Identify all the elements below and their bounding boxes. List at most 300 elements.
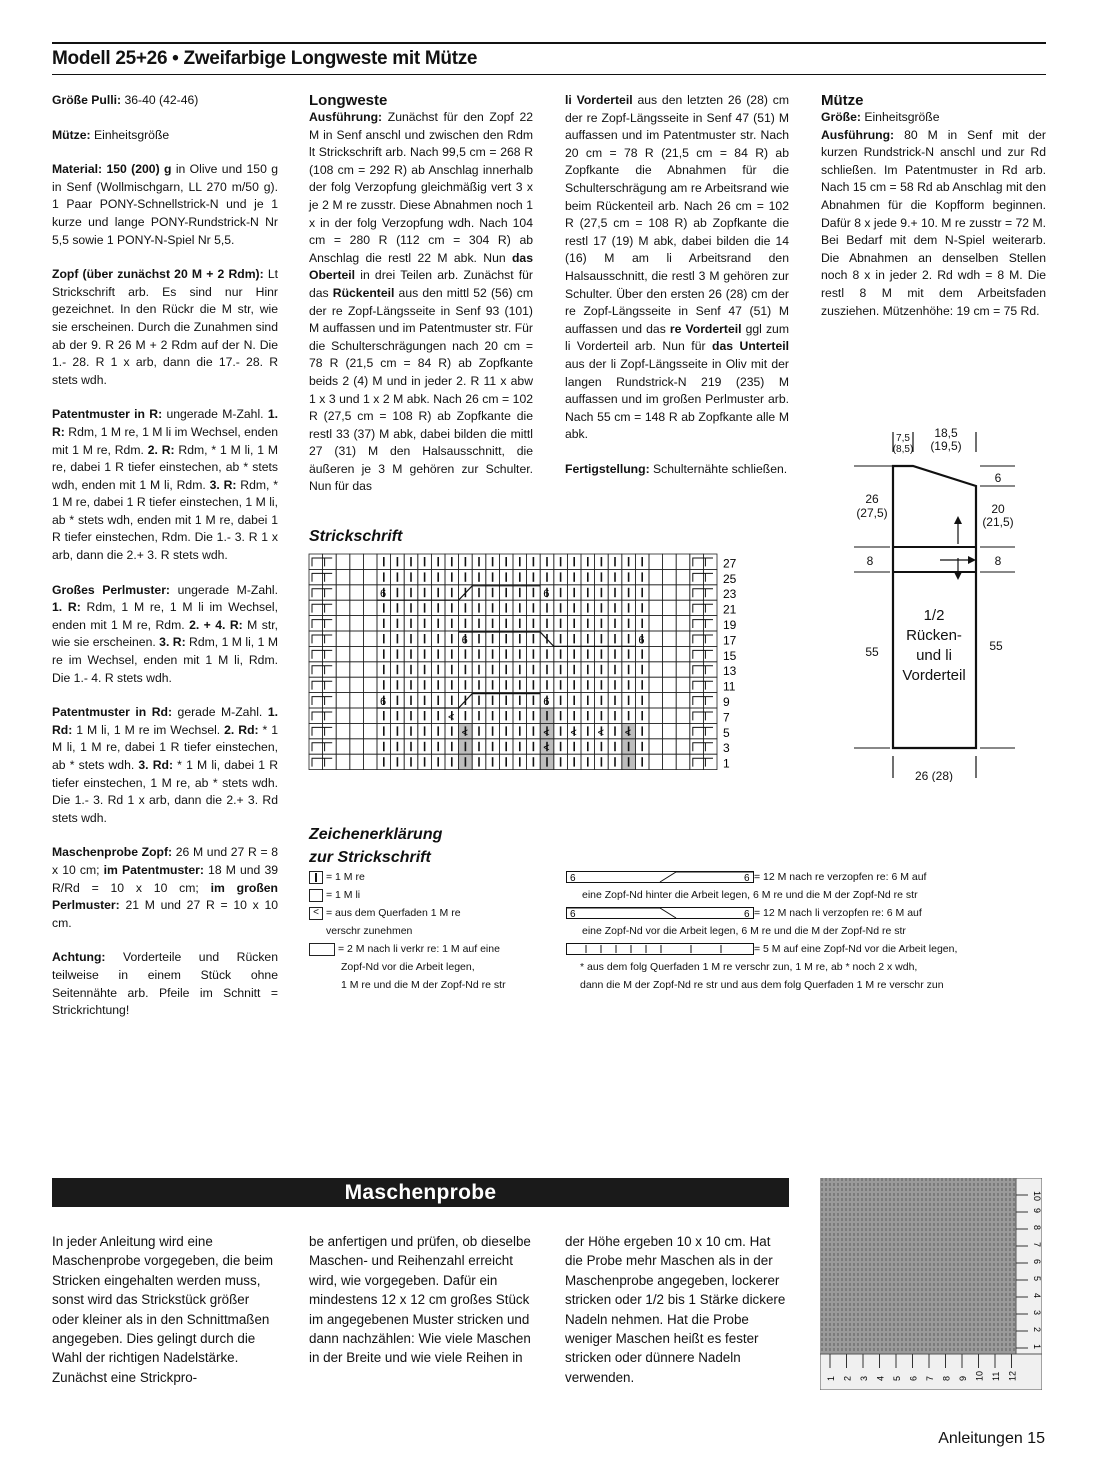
increase-mark: < [461,726,469,739]
chart-cell [663,723,677,738]
chart-cell [336,723,350,738]
chart-cell [350,693,364,708]
chart-cell [690,708,704,723]
ruler-number: 2 [1032,1327,1042,1333]
chart-cell [350,662,364,677]
back-part-label: Rückenteil [332,285,395,300]
edge-cross-mark [312,558,332,566]
column-2 [309,92,533,513]
cable-left-symbol [566,907,754,919]
edge-cross-mark [312,620,332,628]
knitting-chart [308,553,768,775]
chart-cell [663,554,677,569]
patent-rows-paragraph [52,406,278,564]
chart-cell [350,646,364,661]
chart-cell [676,631,690,646]
chart-cell [350,677,364,692]
edge-cross-mark [312,743,332,751]
legend-cable-left [566,904,1036,922]
edge-cross-mark [693,727,713,735]
round-label: 2. Rd: [224,722,259,737]
dim-top-right-sub: (19,5) [930,439,962,453]
hat-size-label: Größe: [821,110,861,124]
dim-bottom: 26 (28) [914,769,954,782]
ruler-number: 7 [1032,1242,1042,1248]
chart-cell [649,693,663,708]
column-1 [52,92,278,1037]
chart-cell [663,739,677,754]
dim-right-20-sub: (21,5) [982,515,1014,529]
row-label: 1. R: [52,407,278,439]
note-paragraph [52,949,278,1019]
dim-left-26: 26 [865,492,879,506]
dim-right-8: 8 [994,554,1002,568]
round-label: 3. Rd: [138,758,174,772]
knit-stitch-symbol [309,871,323,884]
increase-mark: < [543,726,550,739]
edge-cross-mark [312,697,332,705]
chart-cell [663,646,677,661]
chart-cell [690,646,704,661]
edge-cross-mark [312,604,332,612]
chart-cell [663,616,677,631]
seed-label: Großes Perlmuster: [52,582,170,597]
chart-cell [363,723,377,738]
ruler-number: 2 [842,1375,853,1381]
ruler-number: 10 [974,1370,985,1381]
row-number: 3 [723,741,730,756]
dim-right-55: 55 [989,639,1003,653]
chart-cell [309,708,323,723]
chart-cell [690,693,704,708]
cable-count: 6 [638,634,645,647]
right-front-label: re Vorderteil [669,321,742,336]
legend-text: dann die M der Zopf-Nd re str und aus dem folg Querfaden 1 M re verschr zun [580,979,944,991]
chart-cell [690,569,704,584]
seed-text: ungerade M-Zahl. [170,582,278,597]
gauge-label: im großen Perlmuster: [52,880,278,913]
cable-count: 6 [543,696,550,708]
row-number: 17 [723,633,737,648]
row-number: 11 [723,679,736,694]
piece-label-2: Rücken- [906,627,962,644]
legend-text: = 1 M li [326,889,361,901]
legend-text: 1 M re und die M der Zopf-Nd re str [341,979,506,991]
chart-cell [363,646,377,661]
ruler-number: 9 [958,1375,968,1381]
ruler-number: 8 [941,1375,952,1381]
cable-count: 6 [380,696,387,708]
chart-cell [649,677,663,692]
cable-count: 6 [744,873,750,884]
gauge-text: 18 M und 39 R/Rd = 10 x 10 cm; [52,862,278,895]
ruler-number: 7 [925,1375,935,1381]
dim-top-right: 18,5 [934,426,958,440]
vest-text: aus den mittl 52 (56) cm der re Zopf-Längsseite in Senf 93 (101) M auffassen und im Patentmuster str. Für die Schulterschrägungen nach 20 cm = 78 R (21,5 cm = 84 R) ab Zopfkante beids 2 (4) M und in jeder 2. R 11 x abw 1 x 3 und 1 x 2 M abk. Nach 26 cm = 102 R (27,5 cm = 108 R) ab Zopfkante die restl 33 (37) M abk, dabei bilden die mittl 27 (31) M den Halsausschnitt, die äußeren je 3 M gehören zur Schulter. Nun für das [309,285,533,494]
upper-part-label: das Oberteil [309,250,533,283]
chart-cell [336,569,350,584]
chart-cell [649,554,663,569]
chart-cell [663,585,677,600]
legend-purl [309,886,559,904]
cable-count: 6 [570,909,576,920]
row-label: 2. + 4. R: [189,617,243,632]
round-label: 1. Rd: [52,705,278,737]
gauge-label: im Patentmuster: [103,862,204,877]
increase-symbol: < [309,907,323,920]
chart-cell [336,646,350,661]
legend-text: Zopf-Nd vor die Arbeit legen, [341,961,475,973]
patent-rounds-paragraph [52,704,278,827]
size-line [52,92,278,110]
row-label: 2. R: [147,442,175,457]
round-text: * 1 M li, dabei 1 R tiefer einstechen, 1 M re, ab * stets wdh. Die 1.- 3. Rd 1 x arb, dann die 2.+ 3. Rd stets wdh. [52,758,278,825]
legend-right [566,868,1036,994]
chart-cell [649,708,663,723]
chart-cell [350,616,364,631]
row-text: Rdm, * 1 M re, dabei 1 R tiefer einstechen, 1 M li, ab * stets wdh, enden mit 1 M re, dabei 1 R tiefer einstechen, Rdm. Die 1.- 3. R 1 x arb, dann die 2.+ 3. R stets wdh. [52,477,279,563]
chart-cell [663,693,677,708]
hat-size-line [52,127,278,145]
patent-rounds-text: gerade M-Zahl. [172,705,268,720]
finishing-label: Fertigstellung: [565,461,650,476]
note-label: Achtung: [52,950,106,965]
material-paragraph [52,161,278,249]
ruler-number: 3 [1032,1310,1042,1316]
left-front-label: li Vorderteil [565,93,633,107]
dim-right-20: 20 [991,502,1005,516]
ruler-number: 4 [1032,1293,1042,1299]
ruler-number: 1 [826,1375,836,1381]
dim-top-left-sub: (8,5) [892,444,914,455]
row-number: 19 [723,618,737,632]
round-text: 1 M li, 1 M re im Wechsel. [72,722,225,737]
chart-cell [363,662,377,677]
legend-text: eine Zopf-Nd vor die Arbeit legen, 6 M re und die M der Zopf-Nd re str [582,925,906,937]
hat-text: 80 M in Senf mit der kurzen Rundstrick-N anschl und zur Rd schließen. Im Patentmuster in Rd arb. Nach 15 cm = 58 Rd ab Anschlag mit den Abnahmen für die Kopfform beginnen. Dafür 8 x jede 9.+ 10. M re zusstr = 72 M. Bei Bedarf mit dem N-Spiel weiterarb. Die Abnahmen an denselben Stellen noch 8 x in jeder 2. Rd wdh = 8 M. Die restl 8 M mit dem Arbeitsfaden zusziehen. Mützenhöhe: 19 cm = 75 Rd. [821,127,1046,318]
row-label: 1. R: [52,600,81,615]
row-number: 7 [723,710,730,725]
round-text: * 1 M li, 1 M re, dabei 1 R tiefer einstechen, ab * stets wdh. [52,722,279,772]
chart-cell [350,554,364,569]
patent-rows-text: ungerade M-Zahl. [162,407,268,422]
legend-text: * aus dem folg Querfaden 1 M re verschr zun, 1 M re, ab * noch 2 x wdh, [580,961,918,973]
row-text: Rdm, 1 M re, 1 M li im Wechsel, enden mit 1 M re, Rdm. [52,600,278,632]
cable-text: Lt Strickschrift arb. Es sind nur Hinr gezeichnet. In den Rückr die M str, wie sie erscheinen. Durch die Zunahmen sind ab der 9. R 26 M + 2 Rdm auf der N. Die 1.- 28. R 1 x arb, dann die 17.- 28. R stets wdh. [52,267,278,387]
chart-cell [336,739,350,754]
edge-cross-mark [693,558,713,566]
note-text: Vorderteile und Rücken teilweise in einem Stück ohne Seitennähte arb. Pfeile im Schnitt = Strickrichtung! [52,950,278,1018]
edge-cross-mark [312,573,332,581]
row-text: Rdm, 1 M li, 1 M re im Wechsel, enden mit 1 M li, Rdm. Die 1.- 4. R stets wdh. [52,635,278,685]
edge-cross-mark [312,666,332,674]
edge-cross-mark [693,681,713,689]
chart-cell [336,600,350,615]
chart-cell [350,585,364,600]
edge-cross-mark [693,620,713,628]
edge-cross-mark [312,712,332,720]
chart-cell [676,569,690,584]
chart-cell [363,554,377,569]
gauge-label: Maschenprobe Zopf: [52,845,173,860]
row-text: Rdm, 1 M re, 1 M li im Wechsel, enden mit 1 M re, Rdm. [52,424,279,457]
seed-paragraph [52,582,278,688]
increase-mark: < [570,726,577,739]
chart-cell [309,739,323,754]
chart-cell [690,662,704,677]
legend-text: = 12 M nach li verzopfen re: 6 M auf [754,907,922,919]
row-number: 1 [723,756,730,771]
dim-left-55: 55 [865,645,879,659]
row-number: 23 [723,587,737,602]
chart-cell [663,708,677,723]
chart-cell [690,754,704,769]
chart-cell [363,631,377,646]
hat-heading: Mütze [821,92,864,109]
lower-part-label: das Unterteil [712,339,789,354]
edge-cross-mark [693,635,713,643]
chart-cell [309,693,323,708]
chart-cell [363,585,377,600]
chart-cell [649,754,663,769]
chart-cell [336,554,350,569]
chart-cell [336,708,350,723]
chart-cell [363,677,377,692]
ruler-number: 8 [1032,1225,1042,1231]
execution-label: Ausführung: [309,110,383,124]
patent-rounds-label: Patentmuster in Rd: [52,705,173,720]
chart-cell [336,693,350,708]
chart-cell [350,569,364,584]
chart-cell [336,754,350,769]
chart-cell [649,723,663,738]
ruler-number: 6 [908,1375,919,1381]
chart-cell [676,677,690,692]
five-stitch-symbol [566,943,754,955]
legend-five-stitch [566,940,1036,958]
increase-mark: < [597,726,605,739]
chart-cell [690,600,704,615]
edge-cross-mark [693,666,713,674]
chart-title: Strickschrift [309,528,403,545]
chart-cell [363,693,377,708]
cable-count: 6 [461,634,468,647]
chart-cell [690,677,704,692]
column-3 [565,92,789,495]
row-number: 13 [723,664,737,679]
chart-cell [309,585,323,600]
row-text: M str, wie sie erscheinen. [52,617,278,650]
chart-cell [663,662,677,677]
chart-cell [676,554,690,569]
chart-cell [309,723,323,738]
legend-left [309,868,559,994]
legend-text: = 2 M nach li verkr re: 1 M auf eine [338,943,500,955]
chart-cell [676,600,690,615]
chart-cell [690,739,704,754]
increase-mark: < [543,742,550,755]
chart-cell [663,677,677,692]
patent-rows-label: Patentmuster in R: [52,407,163,422]
front-paragraph [565,92,789,444]
legend-text: = aus dem Querfaden 1 M re [326,907,461,919]
material-text: in Olive und 150 g in Senf (Wollmischgarn, LL 270 m/50 g). 1 Paar PONY-Schnellstrick-N und je 1 kurze und lange PONY-Rundstrick-N Nr 5,5 sowie 1 PONY-N-Spiel Nr 5,5. [52,162,278,247]
legend-text: = 5 M auf eine Zopf-Nd vor die Arbeit legen, [754,943,958,955]
ruler-number: 5 [892,1375,902,1381]
chart-cell [690,723,704,738]
finishing-text: Schulternähte schließen. [649,461,788,476]
legend-cable-right [566,868,1036,886]
increase-mark: < [624,726,632,739]
chart-cell [363,600,377,615]
title-rule-bottom [52,74,1046,75]
size-value: 36-40 (42-46) [121,93,199,107]
chart-cell [350,631,364,646]
chart-cell [663,569,677,584]
chart-cell [649,662,663,677]
cable-label: Zopf (über zunächst 20 M + 2 Rdm): [52,267,264,282]
chart-cell [309,631,323,646]
edge-cross-mark [312,589,332,597]
gauge-paragraph [52,844,278,932]
row-number: 27 [723,556,737,571]
pattern-schematic [840,422,1030,782]
legend-increase [309,904,559,922]
legend-text: = 12 M nach re verzopfen re: 6 M auf [754,871,927,883]
legend-knit [309,868,559,886]
piece-label-3: und li [916,647,952,664]
vest-text: in drei Teilen arb. Zunächst für das [309,268,533,300]
row-number: 21 [723,602,737,617]
ruler-number: 4 [875,1375,886,1381]
chart-cell [309,646,323,661]
edge-cross-mark [693,573,713,581]
execution-label: Ausführung: [821,127,895,142]
edge-cross-mark [693,697,713,705]
chart-cell [350,600,364,615]
legend-title-line-1: Zeichenerklärung [309,826,443,843]
material-label: Material: 150 (200) g [52,162,172,177]
chart-cell [676,646,690,661]
row-label: 3. R: [209,477,237,492]
dim-top-left: 7,5 [896,433,910,444]
edge-cross-mark [693,650,713,658]
row-number: 15 [723,648,737,663]
front-text: aus den letzten 26 (28) cm der re Zopf-Längsseite in Senf 47 (51) M auffassen und im Patentmuster str. Nach 20 cm = 78 R (21,5 cm = 84 R) ab Zopfkante die Abnahmen für die Schulterschrägung am re Arbeitsrand wie beim Rückenteil arb. Nach 26 cm = 102 R (27,5 cm = 108 R) ab Zopfkante die restl 17 (19) M abk, dabei bilden die 14 (16) M am li Arbeitsrand den Halsausschnitt, die restl 3 M gehören zur Schulter. Über den ersten 26 (28) cm der re Zopf-Längsseite in Senf 47 (51) M auffassen und das [565,93,789,336]
hat-paragraph [821,127,1046,321]
vest-heading: Longweste [309,92,388,109]
chart-cell [363,739,377,754]
dim-left-26-sub: (27,5) [856,506,888,520]
row-number: 5 [723,725,730,740]
edge-cross-mark [312,650,332,658]
chart-cell [309,677,323,692]
chart-cell [676,754,690,769]
finishing-paragraph [565,461,789,479]
row-number: 9 [723,695,730,709]
front-text: aus der li Zopf-Längsseite in Oliv mit der langen Rundstrick-N 219 (235) M auffassen und im großen Perlmuster arb. Nach 55 cm = 148 R ab Zopfkante alle M abk. [565,356,789,442]
page-title: Modell 25+26 • Zweifarbige Longweste mit Mütze [52,48,478,69]
chart-cell [649,569,663,584]
chart-cell [690,554,704,569]
gauge-text: 26 M und 27 R = 8 x 10 cm; [52,845,278,877]
vest-paragraph [309,109,533,496]
chart-cell [363,708,377,723]
legend-text: eine Zopf-Nd hinter die Arbeit legen, 6 M re und die M der Zopf-Nd re str [582,889,918,901]
chart-cell [309,754,323,769]
chart-cell [350,708,364,723]
legend-cross [309,940,559,958]
edge-cross-mark [312,727,332,735]
chart-cell [350,754,364,769]
chart-cell [336,585,350,600]
chart-cell [649,616,663,631]
row-label: 3. R: [159,635,186,650]
purl-stitch-symbol [309,889,323,902]
gauge-column-3: der Höhe ergeben 10 x 10 cm. Hat die Probe mehr Maschen als in der Maschenprobe angegeben, lockerer stricken oder 1/2 bis 1 Stärke dickere Nadeln nehmen. Hat die Probe weniger Maschen heißt es fester stricken oder dünnere Nadeln verwenden. [565,1234,786,1385]
chart-cell [676,739,690,754]
chart-cell [309,554,323,569]
chart-cell [676,616,690,631]
chart-cell [309,616,323,631]
hat-size-value: Einheitsgröße [860,110,940,124]
piece-label-1: 1/2 [923,607,945,624]
ruler-number: 6 [1032,1259,1042,1265]
chart-cell [690,585,704,600]
chart-cell [363,569,377,584]
front-text: ggl zum li Vorderteil arb. Nun für [565,321,789,354]
chart-cell [649,739,663,754]
chart-cell [663,600,677,615]
row-text: Rdm, * 1 M li, 1 M re, dabei 1 R tiefer einstechen, ab * stets wdh, enden mit 1 M li, Rdm. [52,442,278,492]
hat-size-label: Mütze: [52,127,91,142]
chart-cell [676,585,690,600]
size-label: Größe Pulli: [52,93,122,107]
edge-cross-mark [312,681,332,689]
chart-cell [649,600,663,615]
title-rule-top [52,42,1046,44]
edge-cross-mark [693,758,713,766]
edge-cross-mark [693,604,713,612]
chart-cell [676,662,690,677]
cable-count: 6 [380,588,387,601]
chart-cell [309,662,323,677]
chart-cell [649,646,663,661]
chart-cell [336,662,350,677]
gauge-text: 21 M und 27 R = 10 x 10 cm. [52,898,278,930]
vest-text: Zunächst für den Zopf 22 M in Senf anschl und zwischen den Rdm lt Strickschrift arb. Nach 99,5 cm = 268 R (108 cm = 292 R) ab Anschlag innerhalb der folg Verzopfung gleichmäßig vert 3 x je 2 M re zusstr. Diese Abnahmen noch 1 x in der folg Verzopfung wdh. Nach 104 cm = 280 R (112 cm = 304 R) ab Anschlag die restl 22 M abk. Nun [309,110,533,265]
increase-mark: < [448,711,455,724]
chart-cell [676,693,690,708]
gauge-swatch-photo [820,1178,1042,1390]
chart-cell [663,754,677,769]
gauge-column-2: be anfertigen und prüfen, ob dieselbe Maschen- und Reihenzahl erreicht wird, wie vorgegeben. Dafür ein mindestens 12 x 12 cm großes Stück im angegebenen Muster stricken und dann nachzählen: Wie viele Maschen in der Breite und wie viele Reihen in [309,1234,531,1366]
chart-cell [676,723,690,738]
page-footer: Anleitungen 15 [938,1430,1045,1447]
ruler-number: 9 [1032,1208,1042,1214]
edge-cross-mark [693,712,713,720]
legend-text: = 1 M re [326,871,365,883]
chart-cell [336,616,350,631]
chart-cell [663,631,677,646]
chart-cell [649,631,663,646]
cable-paragraph [52,266,278,389]
edge-cross-mark [312,635,332,643]
row-number: 25 [723,571,737,586]
cable-count: 6 [570,873,576,884]
ruler-number: 3 [859,1375,869,1381]
chart-cell [363,754,377,769]
